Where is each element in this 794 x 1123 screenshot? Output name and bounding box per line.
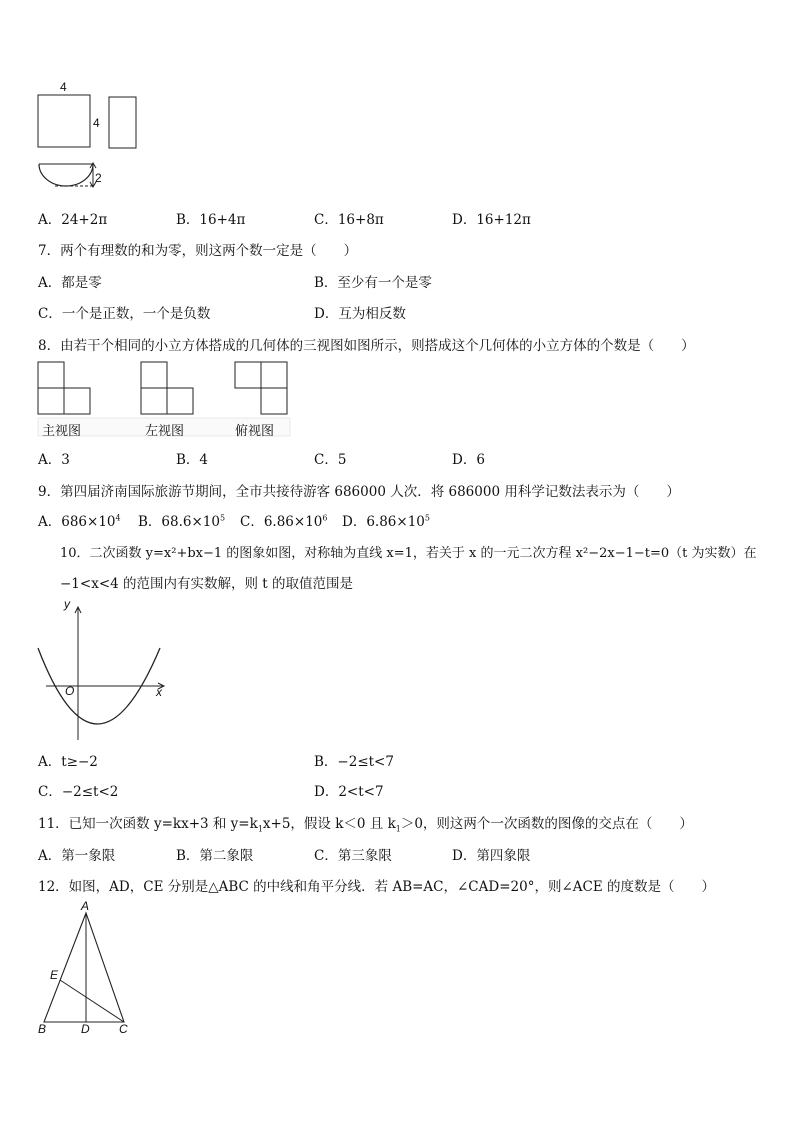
q6-option-d[interactable]: D．16+12π xyxy=(452,212,531,228)
q10-stem-line1: 10．二次函数 y=x²+bx−1 的图象如图，对称轴为直线 x=1，若关于 x 的一元二次方程 x²−2x−1−t=0（t 为实数）在 xyxy=(60,546,757,561)
q12-point-c: C xyxy=(119,1022,128,1036)
q6-arc-label: 2 xyxy=(95,171,102,185)
q11-option-a[interactable]: A．第一象限 xyxy=(38,848,116,864)
q9-option-c[interactable]: C．$6.86\times 10^6$ xyxy=(240,513,328,530)
q10-origin-label: O xyxy=(65,684,75,698)
q8-option-a[interactable]: A．3 xyxy=(38,452,70,468)
q10-option-c[interactable]: C．−2≤t<2 xyxy=(38,784,119,800)
q10-x-label: x xyxy=(156,685,162,699)
q12-point-d: D xyxy=(81,1022,90,1036)
q9-option-a[interactable]: A．$686\times 10^4$ xyxy=(38,513,121,530)
q9-option-b[interactable]: B．$68.6\times 10^5$ xyxy=(138,513,226,530)
q11-stem: 11．已知一次函数 y=kx+3 和 $y=k_1x+5$，假设 k＜0 且 $k_1>0$，则这两个一次函数的图像的交点在（ ） xyxy=(38,816,693,834)
q6-top-label: 4 xyxy=(60,80,67,94)
q8-label-front: 主视图 xyxy=(42,423,82,438)
q12-point-a: A xyxy=(81,899,90,913)
q7-option-d[interactable]: D．互为相反数 xyxy=(314,306,406,322)
q12-point-e: E xyxy=(50,968,59,982)
q10-option-a[interactable]: A．t≥−2 xyxy=(38,754,98,770)
q11-option-d[interactable]: D．第四象限 xyxy=(452,848,531,864)
q10-stem-line2: −1<x<4 的范围内有实数解，则 t 的取值范围是 xyxy=(60,576,354,592)
q7-option-c[interactable]: C．一个是正数，一个是负数 xyxy=(38,306,211,322)
q8-option-d[interactable]: D．6 xyxy=(452,452,485,468)
q10-y-label: y xyxy=(64,597,70,611)
q8-option-c[interactable]: C．5 xyxy=(314,452,347,468)
q12-point-b: B xyxy=(38,1022,47,1036)
q12-stem: 12．如图，AD，CE 分别是△ABC 的中线和角平分线．若 AB=AC，∠CAD=20°，则∠ACE 的度数是（ ） xyxy=(38,879,715,895)
q7-option-a[interactable]: A．都是零 xyxy=(38,275,102,291)
q8-label-left: 左视图 xyxy=(145,423,185,438)
q7-option-b[interactable]: B．至少有一个是零 xyxy=(314,275,432,291)
q8-option-b[interactable]: B．4 xyxy=(176,452,209,468)
q10-option-d[interactable]: D．2<t<7 xyxy=(314,784,384,800)
q6-side-label: 4 xyxy=(93,116,100,130)
q11-option-b[interactable]: B．第二象限 xyxy=(176,848,254,864)
q10-option-b[interactable]: B．−2≤t<7 xyxy=(314,754,394,770)
q11-option-c[interactable]: C．第三象限 xyxy=(314,848,392,864)
q8-label-top: 俯视图 xyxy=(235,423,275,438)
q9-stem: 9．第四届济南国际旅游节期间，全市共接待游客 686000 人次．将 686000 用科学记数法表示为（ ） xyxy=(38,484,680,500)
q6-option-b[interactable]: B．16+4π xyxy=(176,212,246,228)
q6-option-c[interactable]: C．16+8π xyxy=(314,212,384,228)
q12-bisector-ce xyxy=(60,980,124,1022)
q8-stem: 8．由若干个相同的小立方体搭成的几何体的三视图如图所示，则搭成这个几何体的小立方体的个数是（ ） xyxy=(38,338,695,354)
q7-stem: 7．两个有理数的和为零，则这两个数一定是（ ） xyxy=(38,243,358,259)
q9-option-d[interactable]: D．$6.86\times 10^5$ xyxy=(342,513,430,530)
q6-option-a[interactable]: A．24+2π xyxy=(38,212,108,228)
